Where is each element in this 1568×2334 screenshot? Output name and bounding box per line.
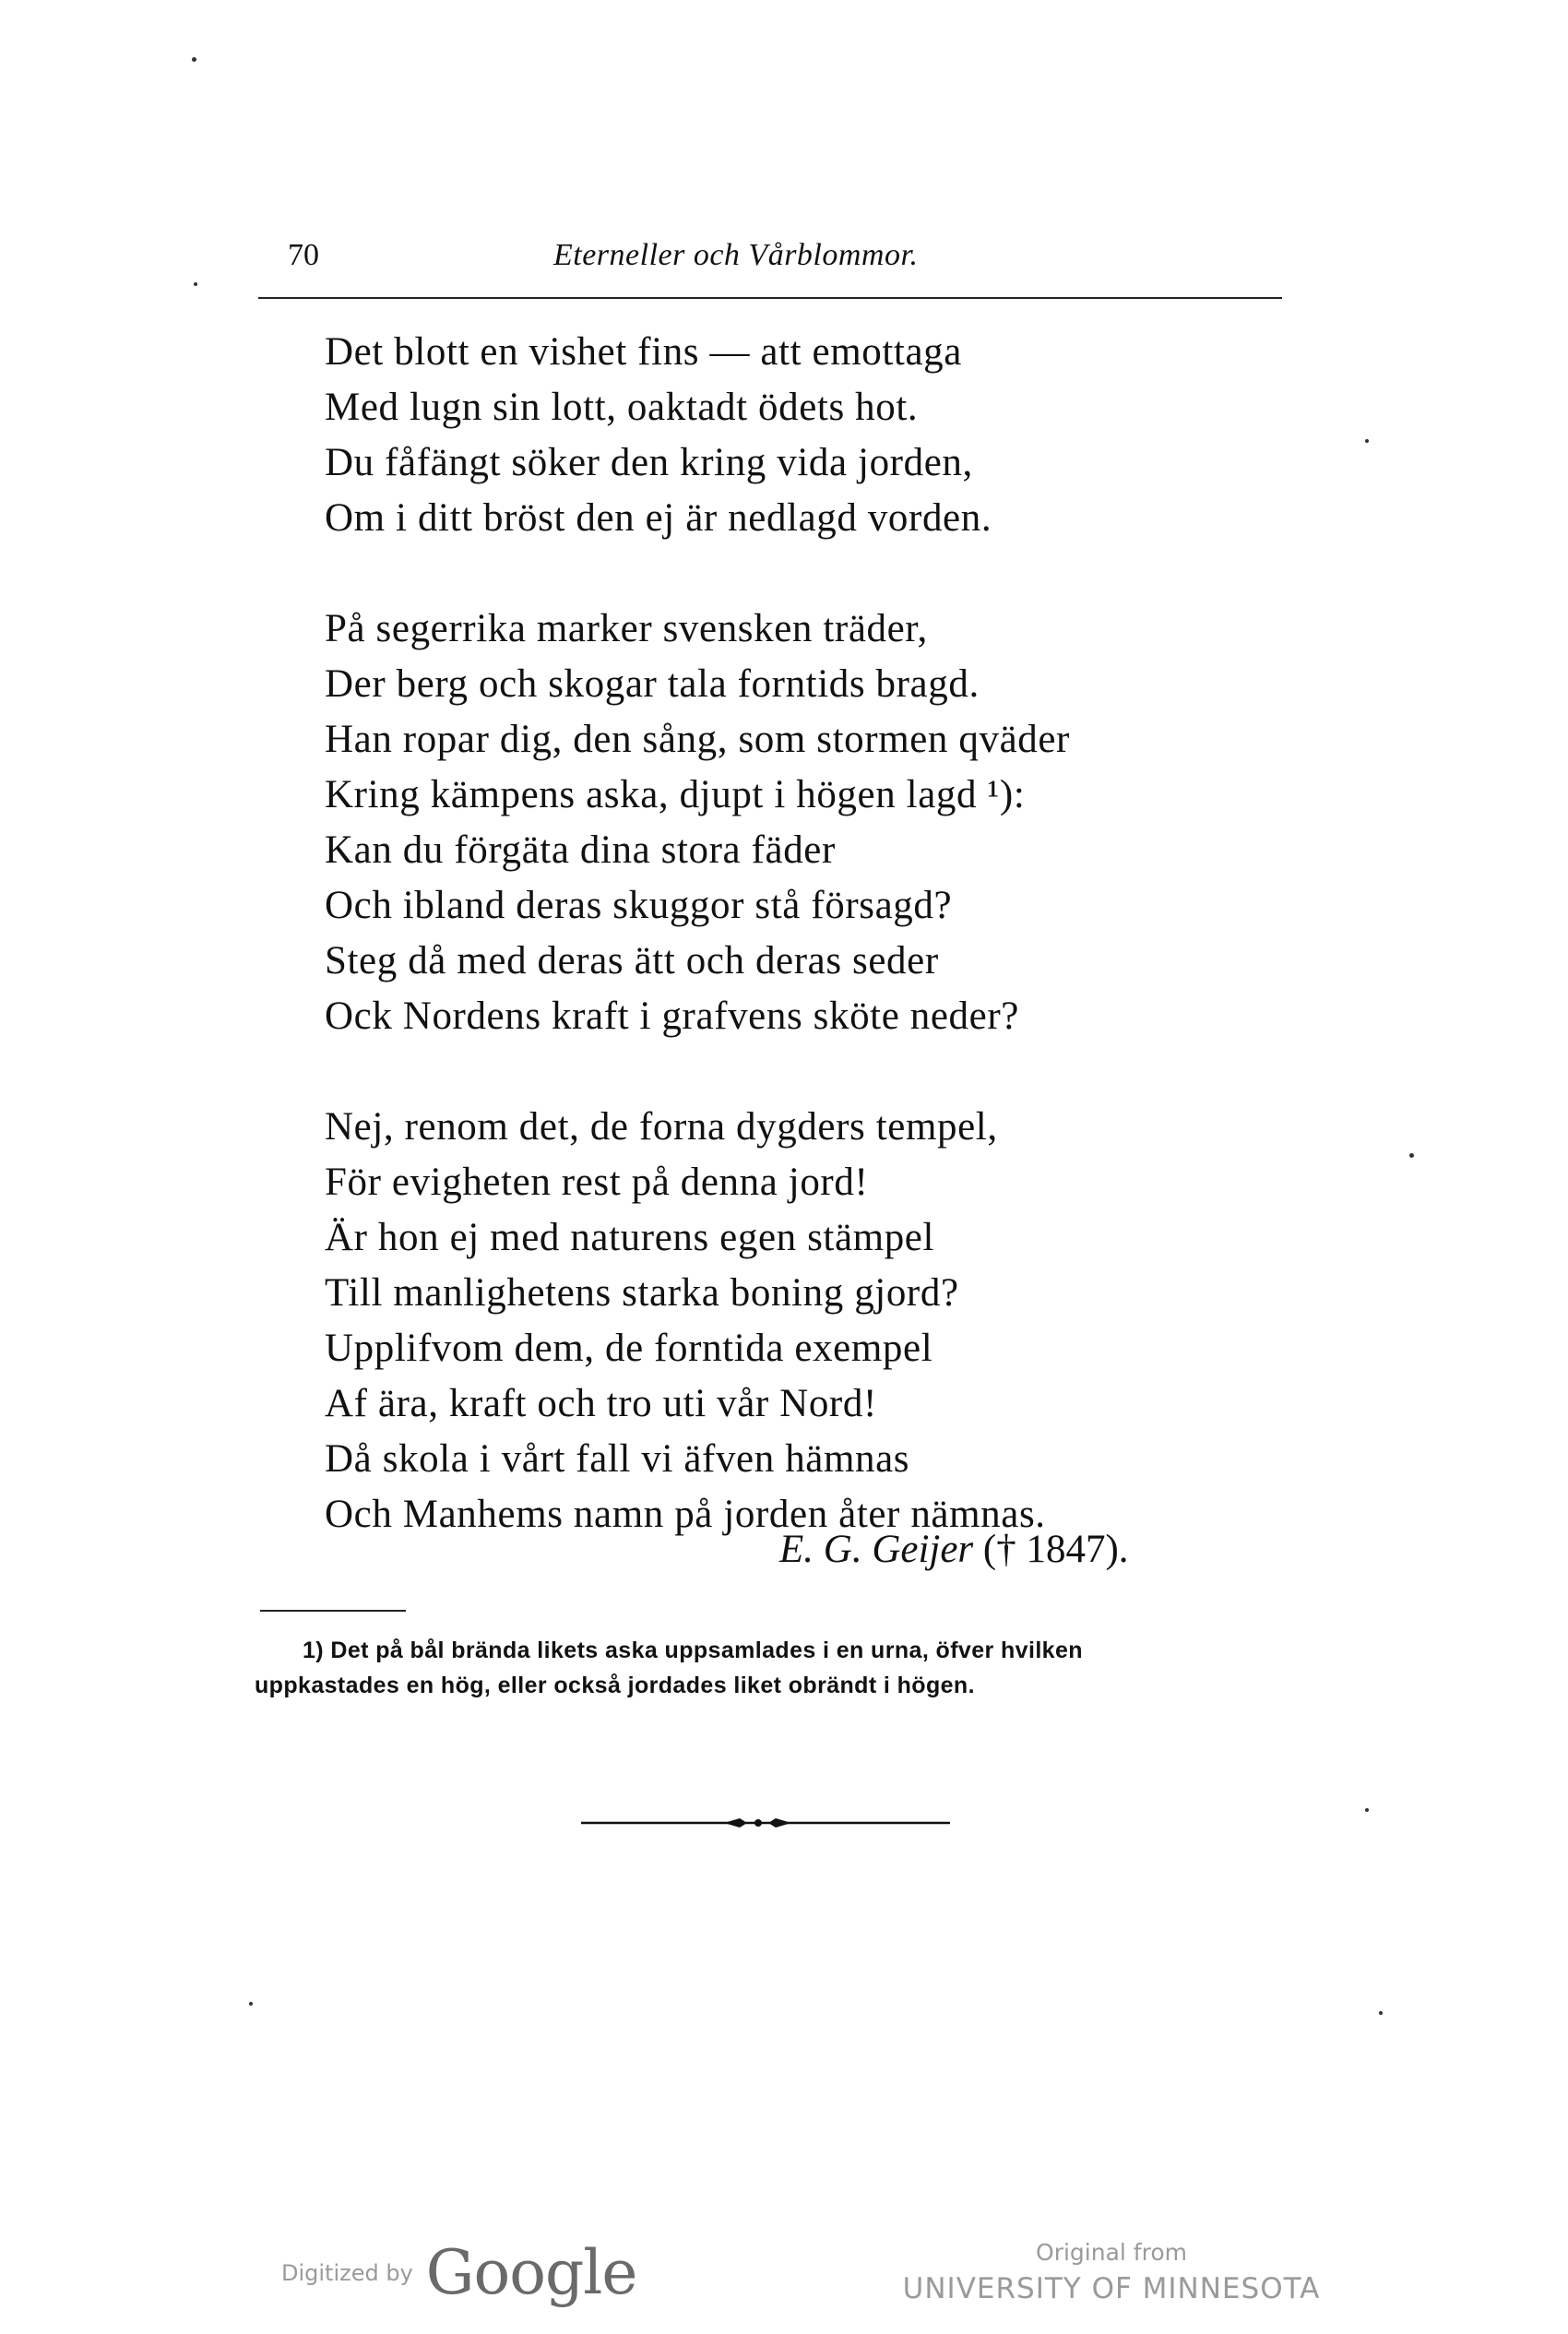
poem xyxy=(325,325,1339,1542)
page-speck xyxy=(192,57,196,62)
google-logo: Google xyxy=(425,2237,637,2308)
header-rule xyxy=(258,297,1282,299)
original-from-label: Original from xyxy=(1036,2239,1187,2266)
verse-line: Af ära, kraft och tro uti vår Nord! xyxy=(325,1382,877,1425)
digitized-by-label: Digitized by xyxy=(281,2259,413,2286)
verse-line: Till manlighetens starka boning gjord? xyxy=(325,1271,959,1315)
verse-line: Ock Nordens kraft i grafvens sköte neder? xyxy=(325,994,1019,1038)
verse-line: Det blott en vishet fins — att emottaga xyxy=(325,330,962,374)
page-number: 70 xyxy=(288,238,319,272)
footnote-line: 1) Det på bål brända likets aska uppsamlades i en urna, öfver hvilken xyxy=(303,1637,1083,1663)
digitized-by-google xyxy=(281,2237,636,2308)
verse-line: Är hon ej med naturens egen stämpel xyxy=(325,1216,935,1259)
page-speck xyxy=(1365,439,1369,443)
verse-line: Steg då med deras ätt och deras seder xyxy=(325,939,939,982)
author-death-date: († 1847). xyxy=(982,1528,1129,1571)
verse-line: Nej, renom det, de forna dygders tempel, xyxy=(325,1105,998,1149)
page-speck xyxy=(249,2002,253,2006)
verse-line: Och Manhems namn på jorden åter nämnas. xyxy=(325,1493,1046,1536)
page-speck xyxy=(194,282,197,286)
university-label: UNIVERSITY OF MINNESOTA xyxy=(902,2272,1321,2305)
footnote-line: uppkastades en hög, eller också jordades liket obrändt i högen. xyxy=(255,1673,975,1698)
end-ornament xyxy=(581,1816,950,1830)
verse-line: Då skola i vårt fall vi äfven hämnas xyxy=(325,1437,910,1481)
stanza-1 xyxy=(325,325,1339,546)
verse-line: Och ibland deras skuggor stå försagd? xyxy=(325,884,953,927)
verse-line: För evigheten rest på denna jord! xyxy=(325,1161,869,1204)
verse-line: Om i ditt bröst den ej är nedlagd vorden. xyxy=(325,496,992,540)
verse-line: Upplifvom dem, de forntida exempel xyxy=(325,1327,933,1370)
running-title: Eterneller och Vårblommor. xyxy=(553,238,919,272)
page-speck xyxy=(1365,1808,1369,1812)
verse-line: Han ropar dig, den sång, som stormen qväder xyxy=(325,718,1070,761)
verse-line: På segerrika marker svensken träder, xyxy=(325,607,928,650)
verse-line: Kan du förgäta dina stora fäder xyxy=(325,828,836,872)
stanza-3 xyxy=(325,1100,1339,1542)
original-source xyxy=(899,2237,1324,2309)
verse-line: Der berg och skogar tala forntids bragd. xyxy=(325,662,980,706)
verse-line: Kring kämpens aska, djupt i högen lagd ¹): xyxy=(325,773,1026,816)
verse-line: Du fåfängt söker den kring vida jorden, xyxy=(325,441,973,484)
footnote-rule xyxy=(260,1610,406,1612)
page-speck xyxy=(1379,2011,1383,2015)
author-signature xyxy=(779,1527,1129,1572)
footnote xyxy=(255,1633,1297,1703)
page-speck xyxy=(1409,1153,1414,1158)
verse-line: Med lugn sin lott, oaktadt ödets hot. xyxy=(325,386,919,429)
stanza-2 xyxy=(325,601,1339,1044)
author-name: E. G. Geijer xyxy=(779,1528,974,1571)
